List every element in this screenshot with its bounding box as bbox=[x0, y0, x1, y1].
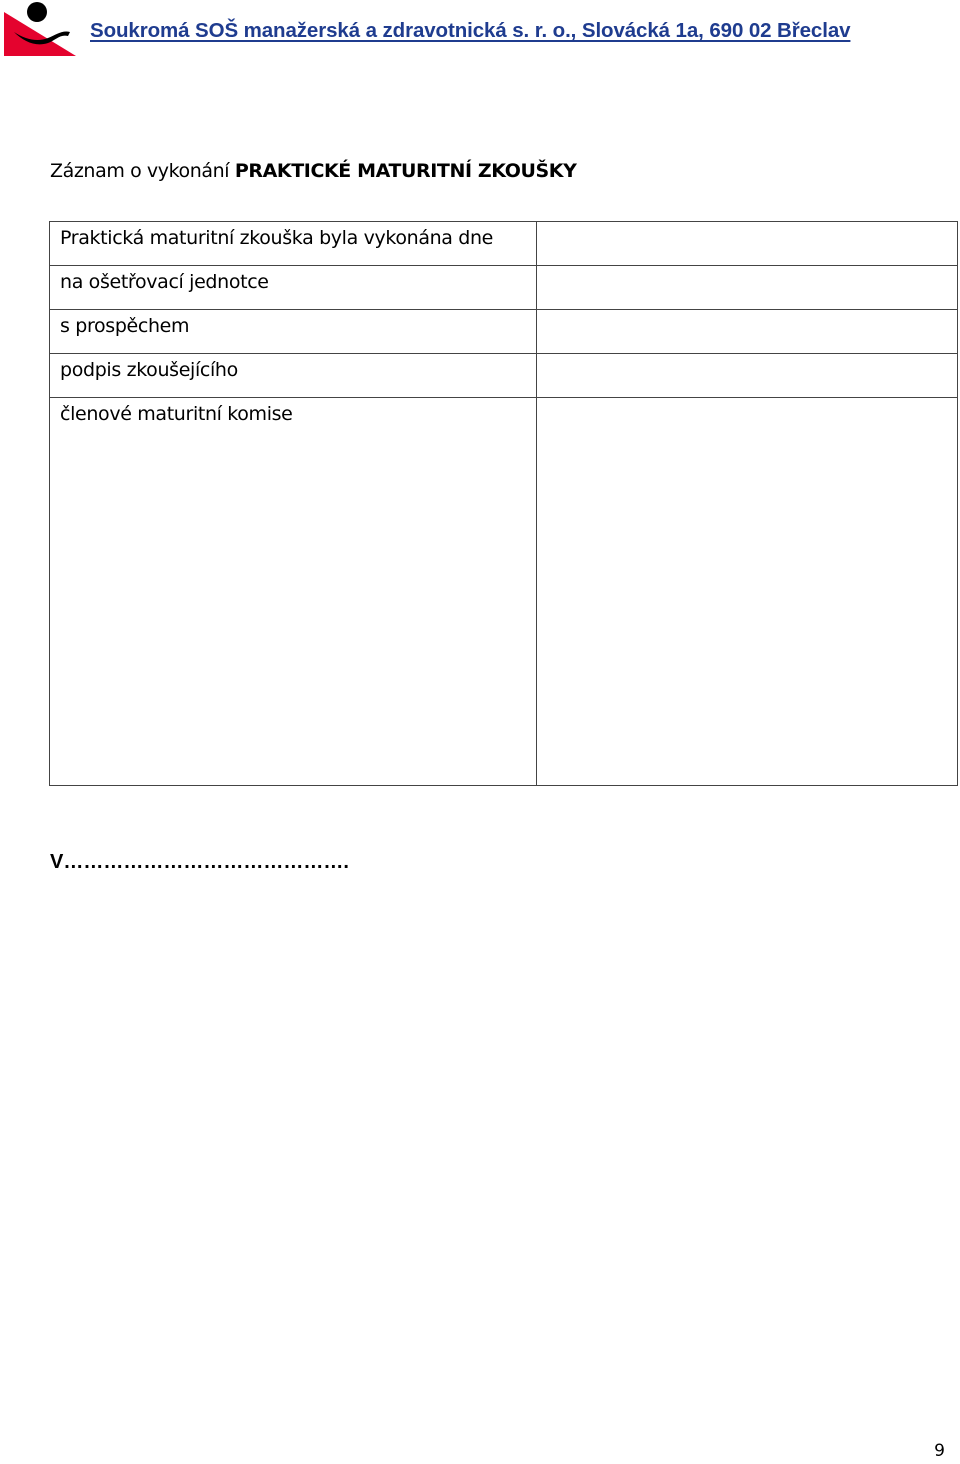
table-row bbox=[50, 266, 958, 310]
table-row bbox=[50, 398, 958, 786]
field-unit[interactable] bbox=[537, 266, 958, 310]
field-date[interactable] bbox=[537, 222, 958, 266]
place-line: V……………………………………. bbox=[50, 851, 349, 873]
title-emphasis: PRAKTICKÉ MATURITNÍ ZKOUŠKY bbox=[234, 160, 577, 182]
row-label-examiner-signature: podpis zkoušejícího bbox=[50, 354, 537, 398]
row-label-committee-members: členové maturitní komise bbox=[50, 398, 537, 786]
field-examiner-signature[interactable] bbox=[537, 354, 958, 398]
document-title bbox=[50, 160, 576, 182]
exam-record-table bbox=[49, 221, 958, 786]
page-header bbox=[0, 0, 960, 60]
row-label-date: Praktická maturitní zkouška byla vykonána dne bbox=[50, 222, 537, 266]
row-label-grade: s prospěchem bbox=[50, 310, 537, 354]
field-committee-members[interactable] bbox=[537, 398, 958, 786]
row-label-unit: na ošetřovací jednotce bbox=[50, 266, 537, 310]
field-grade[interactable] bbox=[537, 310, 958, 354]
school-logo bbox=[4, 2, 76, 56]
title-prefix: Záznam o vykonání bbox=[50, 160, 235, 182]
page-number: 9 bbox=[934, 1441, 945, 1461]
table-row bbox=[50, 354, 958, 398]
school-name-address: Soukromá SOŠ manažerská a zdravotnická s. r. o., Slovácká 1a, 690 02 Břeclav bbox=[90, 19, 851, 42]
table-row bbox=[50, 222, 958, 266]
table-row bbox=[50, 310, 958, 354]
